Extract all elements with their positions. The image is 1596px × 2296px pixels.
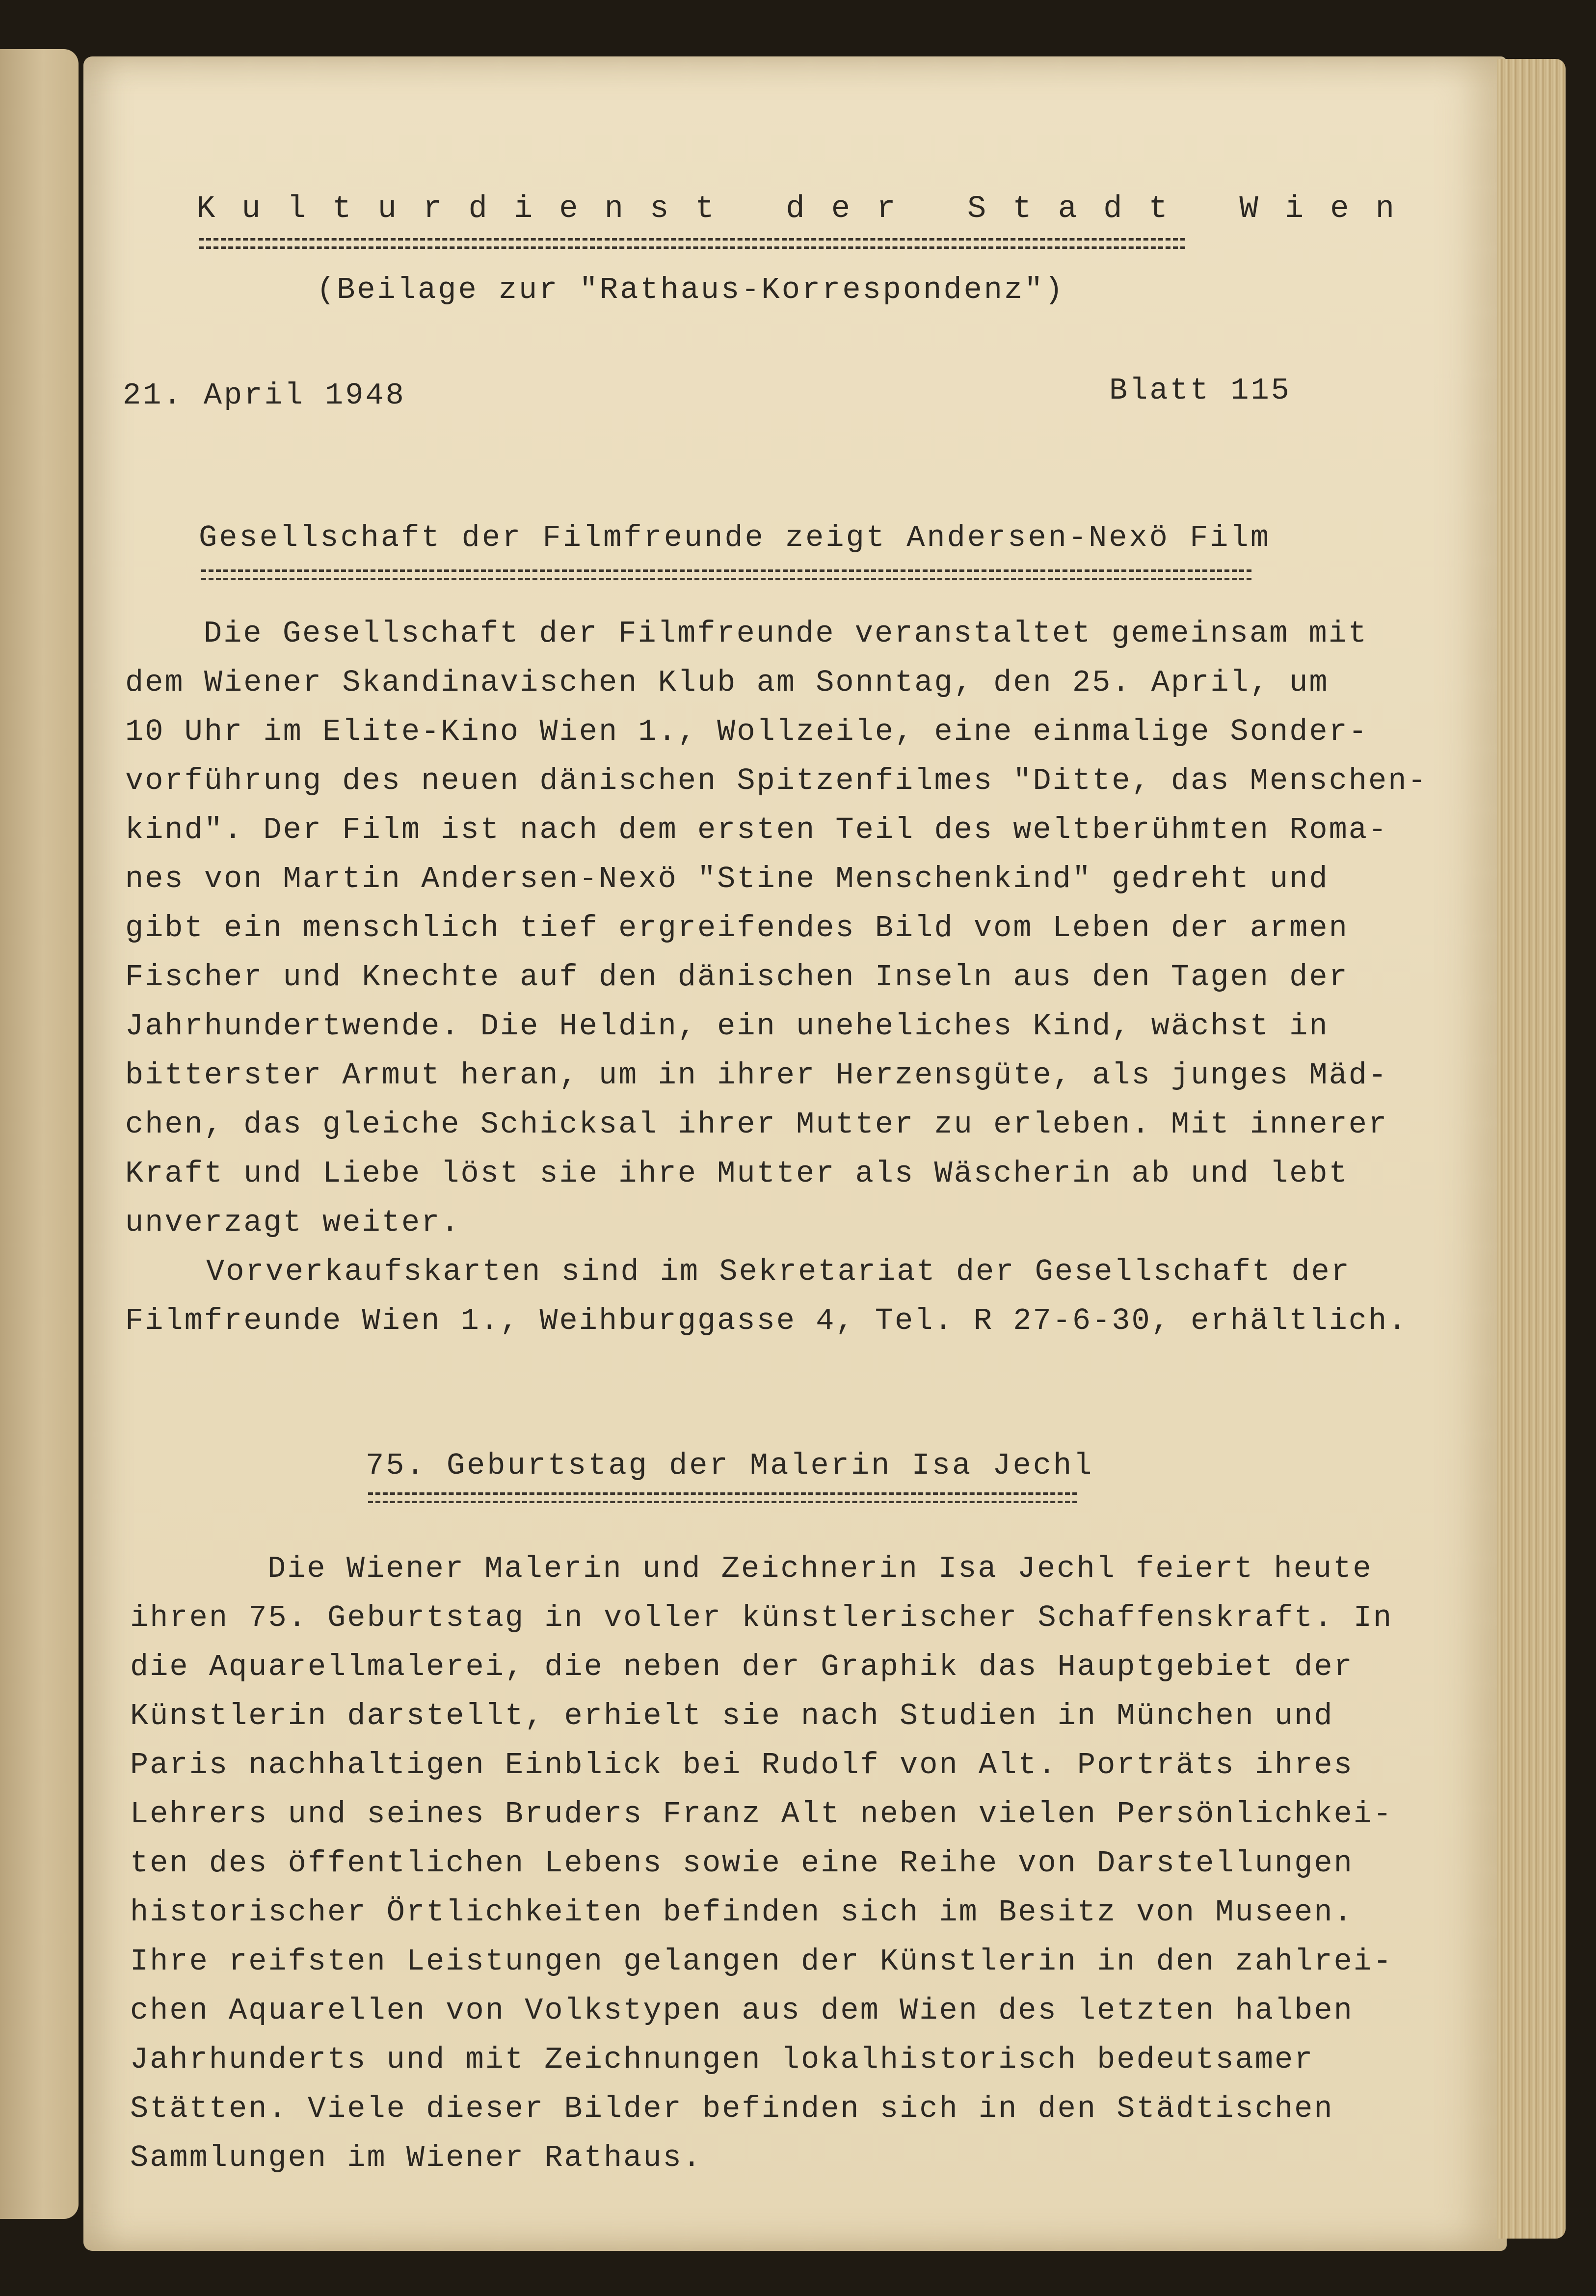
masthead-title: Kulturdienst der Stadt Wien [196, 191, 1421, 227]
text-line: Die Gesellschaft der Filmfreunde veranstaltet gemeinsam mit [204, 616, 1368, 651]
left-page-edge [0, 49, 79, 2219]
text-line: unverzagt weiter. [125, 1205, 461, 1240]
text-line: die Aquarellmalerei, die neben der Graphik das Hauptgebiet der [130, 1649, 1354, 1684]
text-line: Filmfreunde Wien 1., Weihburggasse 4, Tel. R 27-6-30, erhältlich. [125, 1303, 1408, 1338]
text-line: gibt ein menschlich tief ergreifendes Bild vom Leben der armen [125, 911, 1349, 945]
text-line: Fischer und Knechte auf den dänischen Inseln aus den Tagen der [125, 960, 1349, 995]
sheet-number: Blatt 115 [1109, 373, 1291, 408]
text-line: nes von Martin Andersen-Nexö "Stine Menschenkind" gedreht und [125, 862, 1329, 896]
text-line: historischer Örtlichkeiten befinden sich im Besitz von Museen. [130, 1895, 1354, 1930]
headline-rule [201, 569, 1251, 580]
text-line: 10 Uhr im Elite-Kino Wien 1., Wollzeile, eine einmalige Sonder- [125, 714, 1368, 749]
issue-date: 21. April 1948 [123, 378, 406, 413]
text-line: chen Aquarellen von Volkstypen aus dem Wien des letzten halben [130, 1993, 1354, 2028]
text-line: vorführung des neuen dänischen Spitzenfilmes "Ditte, das Menschen- [125, 763, 1428, 798]
article-headline: Gesellschaft der Filmfreunde zeigt Andersen-Nexö Film [199, 520, 1271, 555]
text-line: Stätten. Viele dieser Bilder befinden sich in den Städtischen [130, 2091, 1334, 2126]
text-line: chen, das gleiche Schicksal ihrer Mutter zu erleben. Mit innerer [125, 1107, 1388, 1142]
text-line: Sammlungen im Wiener Rathaus. [130, 2140, 702, 2175]
stacked-page-edges [1497, 59, 1566, 2239]
text-line: bitterster Armut heran, um in ihrer Herzensgüte, als junges Mäd- [125, 1058, 1388, 1093]
text-line: Jahrhunderts und mit Zeichnungen lokalhistorisch bedeutsamer [130, 2042, 1314, 2077]
text-line: Jahrhundertwende. Die Heldin, ein uneheliches Kind, wächst in [125, 1009, 1329, 1044]
text-line: Lehrers und seines Bruders Franz Alt neben vielen Persönlichkei- [130, 1797, 1393, 1832]
text-line: dem Wiener Skandinavischen Klub am Sonntag, den 25. April, um [125, 665, 1329, 700]
text-line: Vorverkaufskarten sind im Sekretariat der Gesellschaft der [206, 1254, 1351, 1289]
text-line: Paris nachhaltigen Einblick bei Rudolf von Alt. Porträts ihres [130, 1748, 1354, 1783]
text-line: Ihre reifsten Leistungen gelangen der Künstlerin in den zahlrei- [130, 1944, 1393, 1979]
text-line: Die Wiener Malerin und Zeichnerin Isa Jechl feiert heute [267, 1551, 1373, 1586]
text-line: Künstlerin darstellt, erhielt sie nach Studien in München und [130, 1699, 1334, 1733]
headline-rule [368, 1492, 1077, 1503]
text-line: kind". Der Film ist nach dem ersten Teil des weltberühmten Roma- [125, 812, 1388, 847]
article-headline: 75. Geburtstag der Malerin Isa Jechl [366, 1448, 1094, 1483]
supplement-note: (Beilage zur "Rathaus-Korrespondenz") [317, 272, 1065, 307]
text-line: ten des öffentlichen Lebens sowie eine Reihe von Darstellungen [130, 1846, 1354, 1881]
text-line: Kraft und Liebe löst sie ihre Mutter als Wäscherin ab und lebt [125, 1156, 1349, 1191]
masthead-rule [199, 238, 1185, 249]
text-line: ihren 75. Geburtstag in voller künstlerischer Schaffenskraft. In [130, 1600, 1393, 1635]
